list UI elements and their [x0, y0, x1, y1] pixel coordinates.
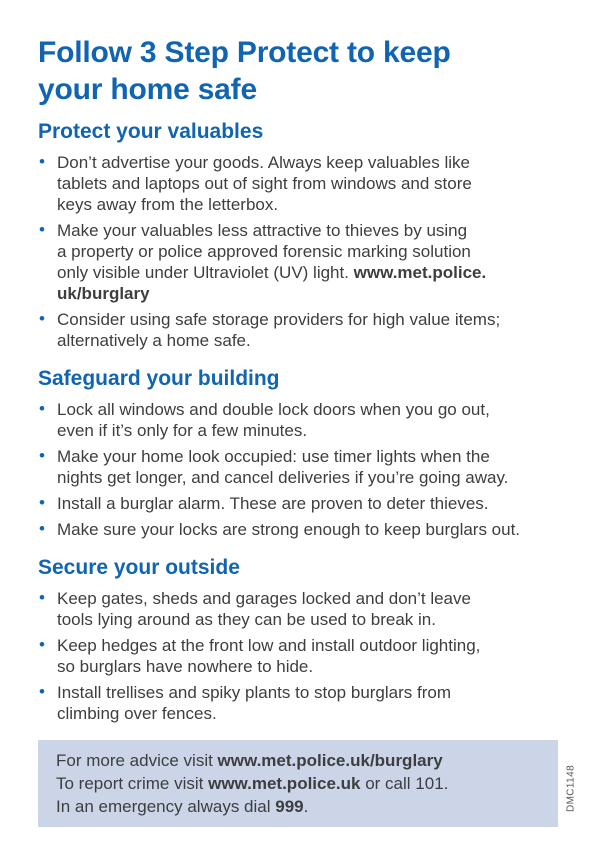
bullet-list	[38, 399, 562, 540]
bullet-text: Lock all windows and double lock doors when you go out, even if it’s only for a few minutes.	[57, 400, 490, 440]
bullet-text: Install trellises and spiky plants to stop burglars from climbing over fences.	[57, 683, 452, 723]
bullet-icon: •	[39, 220, 45, 239]
section-protect-valuables	[38, 120, 562, 351]
bullet-icon: •	[39, 588, 45, 607]
bullet-icon: •	[39, 635, 45, 654]
bullet-item	[38, 220, 562, 304]
bullet-item	[38, 152, 562, 215]
leaflet-content	[38, 34, 562, 827]
bullet-text: Make your home look occupied: use timer lights when the nights get longer, and cancel deliveries if you’re going away.	[57, 447, 509, 487]
bullet-item	[38, 682, 562, 724]
section-heading: Secure your outside	[38, 556, 240, 579]
bullet-text: Install a burglar alarm. These are proven to deter thieves.	[57, 494, 489, 513]
bullet-text: Make your valuables less attractive to thieves by using a property or police approved forensic marking solution only visible under Ultraviolet (UV) light. www.met.police. uk/burglary	[57, 221, 487, 303]
bullet-icon: •	[39, 493, 45, 512]
bullet-item	[38, 588, 562, 630]
bullet-text: Make sure your locks are strong enough to keep burglars out.	[57, 520, 521, 539]
bullet-list	[38, 588, 562, 724]
bullet-icon: •	[39, 519, 45, 538]
section-safeguard-building	[38, 367, 562, 540]
page-title: Follow 3 Step Protect to keep your home safe	[38, 36, 451, 106]
bullet-item	[38, 446, 562, 488]
bullet-item	[38, 493, 562, 514]
bullet-text: Keep gates, sheds and garages locked and don’t leave tools lying around as they can be used to break in.	[57, 589, 471, 629]
section-heading: Protect your valuables	[38, 120, 264, 143]
bullet-text: Don’t advertise your goods. Always keep valuables like tablets and laptops out of sight from windows and store keys away from the letterbox.	[57, 153, 472, 214]
bullet-text: Keep hedges at the front low and install outdoor lighting, so burglars have nowhere to hide.	[57, 636, 481, 676]
footer-emergency-line: In an emergency always dial 999.	[56, 797, 309, 816]
footer-info-box	[38, 740, 558, 827]
bullet-list	[38, 152, 562, 351]
bullet-icon: •	[39, 446, 45, 465]
bullet-item	[38, 635, 562, 677]
bullet-icon: •	[39, 399, 45, 418]
section-heading: Safeguard your building	[38, 367, 280, 390]
bullet-icon: •	[39, 682, 45, 701]
bullet-icon: •	[39, 309, 45, 328]
bullet-text: Consider using safe storage providers for high value items; alternatively a home safe.	[57, 310, 501, 350]
bullet-icon: •	[39, 152, 45, 171]
footer-report-line: To report crime visit www.met.police.uk or call 101.	[56, 774, 449, 793]
section-secure-outside	[38, 556, 562, 724]
bullet-item	[38, 309, 562, 351]
doc-code: DMC1148	[565, 764, 577, 813]
bullet-item	[38, 519, 562, 540]
bullet-item	[38, 399, 562, 441]
footer-advice-line: For more advice visit www.met.police.uk/burglary	[56, 751, 443, 770]
